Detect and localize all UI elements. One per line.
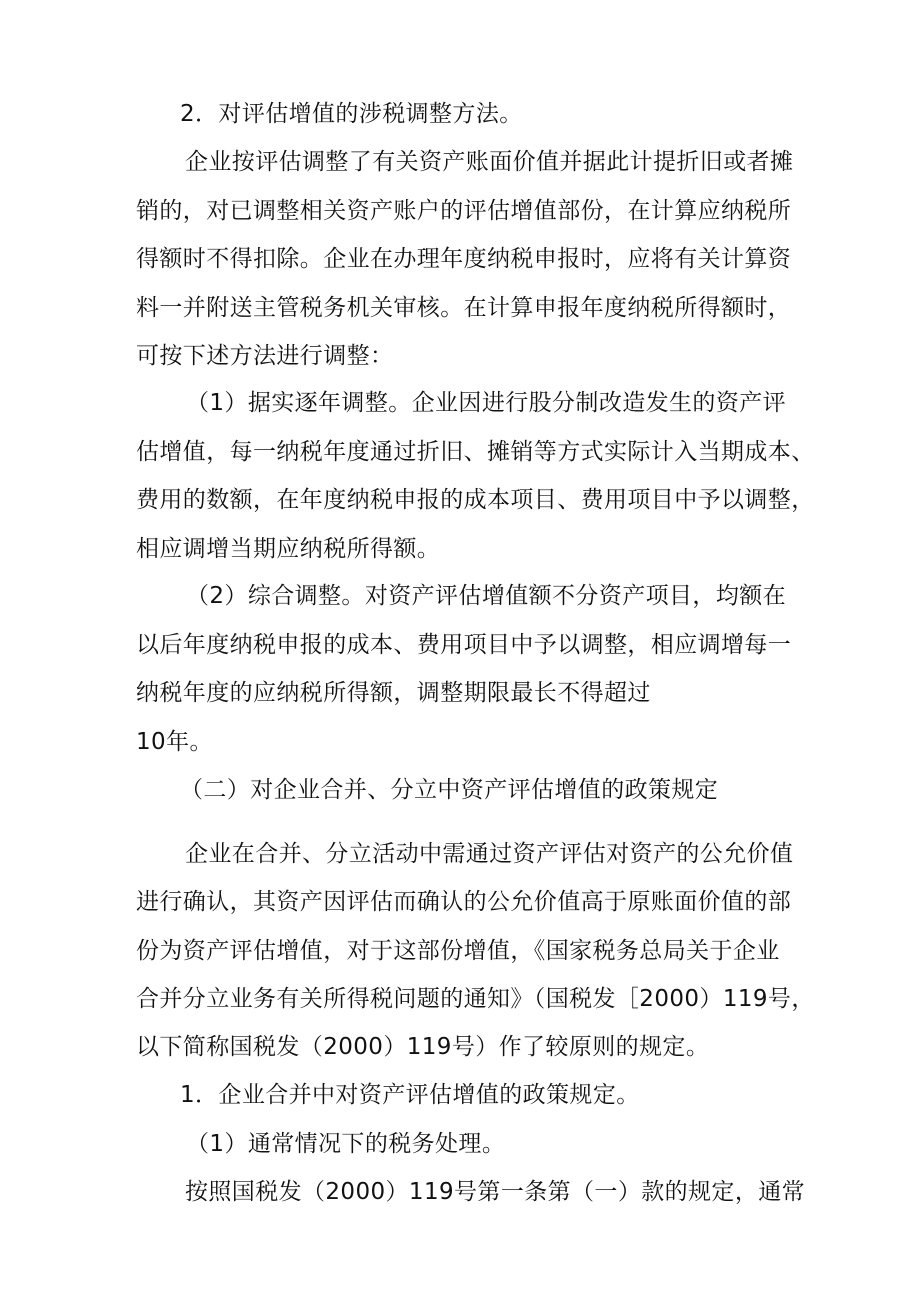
paragraph-line-4: 得额时不得扣除。企业在办理年度纳税申报时，应将有关计算资 (136, 246, 792, 272)
paragraph-line-9: 费用的数额，在年度纳税申报的成本项目、费用项目中予以调整， (136, 487, 815, 513)
paragraph-line-12: 以后年度纳税申报的成本、费用项目中予以调整，相应调增每一 (136, 632, 792, 658)
paragraph-line-23: 按照国税发（2000）119号第一条第（一）款的规定，通常 (185, 1179, 806, 1205)
paragraph-line-8: 估增值，每一纳税年度通过折旧、摊销等方式实际计入当期成本、 (136, 439, 815, 465)
paragraph-line-14: 10年。 (136, 729, 213, 755)
paragraph-line-17: 进行确认，其资产因评估而确认的公允价值高于原账面价值的部 (136, 889, 792, 915)
heading-line-1: 2．对评估增值的涉税调整方法。 (180, 101, 523, 127)
paragraph-line-19: 合并分立业务有关所得税问题的通知》（国税发［2000）119号， (136, 986, 815, 1012)
paragraph-line-2: 企业按评估调整了有关资产账面价值并据此计提折旧或者摊 (185, 149, 794, 175)
paragraph-line-7: （1）据实逐年调整。企业因进行股分制改造发生的资产评 (186, 390, 787, 416)
paragraph-line-3: 销的，对已调整相关资产账户的评估增值部份，在计算应纳税所 (136, 198, 792, 224)
paragraph-line-16: 企业在合并、分立活动中需通过资产评估对资产的公允价值 (185, 841, 794, 867)
subheading-line-21: 1．企业合并中对资产评估增值的政策规定。 (180, 1082, 640, 1108)
paragraph-line-11: （2）综合调整。对资产评估增值额不分资产项目，均额在 (186, 583, 787, 609)
paragraph-line-13: 纳税年度的应纳税所得额，调整期限最长不得超过 (136, 680, 651, 706)
paragraph-line-10: 相应调增当期应纳税所得额。 (136, 536, 441, 562)
paragraph-line-20: 以下简称国税发（2000）119号）作了较原则的规定。 (136, 1034, 710, 1060)
section-heading-line-15: （二）对企业合并、分立中资产评估增值的政策规定 (180, 777, 719, 803)
paragraph-line-6: 可按下述方法进行调整： (136, 343, 394, 369)
subheading-line-22: （1）通常情况下的税务处理。 (186, 1131, 506, 1157)
paragraph-line-5: 料一并附送主管税务机关审核。在计算申报年度纳税所得额时， (136, 295, 792, 321)
paragraph-line-18: 份为资产评估增值，对于这部份增值，《国家税务总局关于企业 (136, 938, 780, 964)
